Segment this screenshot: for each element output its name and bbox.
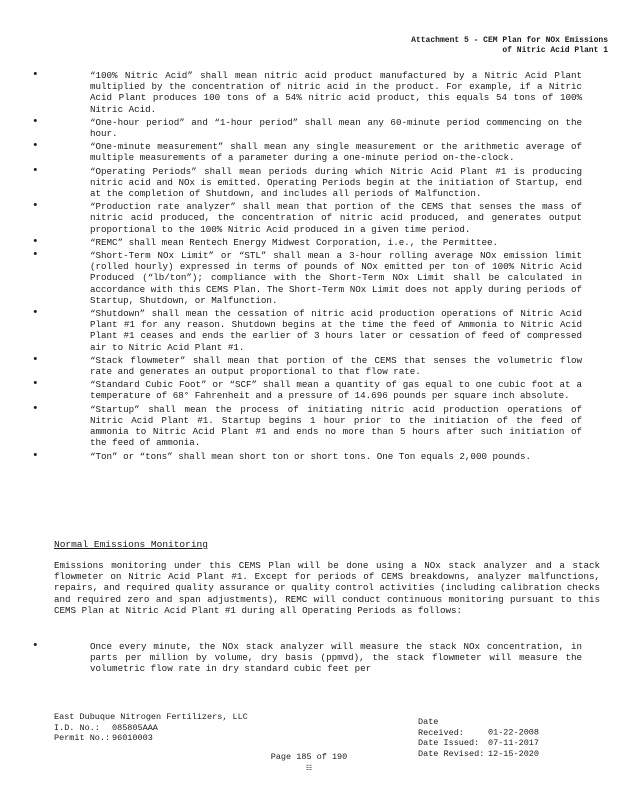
monitoring-paragraph: Emissions monitoring under this CEMS Plan will be done using a NOx stack analyzer and a stack flowmeter on Nitric Acid Plant #1. Except for periods of CEMS breakdowns, analyzer malfunctions, repairs, and required quality assurance or quality control activities (including calibration checks and required zero and span adjustments), REMC will conduct continuous monitoring pursuant to this CEMS Plan at Nitric Acid Plant #1 during all Operating Periods as follows: xyxy=(54,560,600,616)
revised-label: Date Revised: xyxy=(418,748,485,759)
header-line-1: Attachment 5 - CEM Plan for NOx Emissions xyxy=(411,36,608,45)
permit-value: 96010003 xyxy=(112,733,153,743)
monitoring-item xyxy=(32,640,582,675)
definition-text: “100% Nitric Acid” shall mean nitric acid product manufactured by a Nitric Acid Plant multiplied by the concentration of nitric acid in the product. For example, if a Nitric Acid Plant produces 100 tons of a 54% nitric acid product, this equals 54 tons of 100% Nitric Acid. xyxy=(90,70,582,115)
definition-item xyxy=(32,449,582,462)
definition-item xyxy=(32,353,582,378)
definition-item xyxy=(32,140,582,164)
issued-value: 07-11-2017 xyxy=(488,738,540,748)
id-label: I.D. No.: xyxy=(54,722,100,733)
issued-row xyxy=(418,738,539,749)
definition-text: “Stack flowmeter” shall mean that portion of the CEMS that senses the volumetric flow rate and generates an output proportional to that flow rate. xyxy=(90,354,582,378)
id-value: 085805AAA xyxy=(112,722,158,733)
definition-item xyxy=(32,200,582,235)
definition-text: “Ton” or “tons” shall mean short ton or short tons. One Ton equals 2,000 pounds. xyxy=(90,450,532,462)
definition-text: “One-hour period” and “1-hour period” shall mean any 60-minute period commencing on the hour. xyxy=(90,116,582,140)
company-name: East Dubuque Nitrogen Fertilizers, LLC xyxy=(54,712,248,722)
definition-text: “One-minute measurement” shall mean any single measurement or the arithmetic average of multiple measurements of a parameter during a one-minute period on-the-clock. xyxy=(90,141,582,164)
monitoring-text: Once every minute, the NOx stack analyzer will measure the stack NOx concentration, in parts per million by volume, dry basis (ppmvd), the stack flowmeter will measure the volumetric flow rate in dry standard cubic feet per xyxy=(90,641,582,675)
page-number: Page 185 of 190 xyxy=(270,752,348,762)
received-value: 01-22-2008 xyxy=(488,727,540,738)
bullet-icon: • xyxy=(32,449,39,462)
document-header xyxy=(348,36,608,56)
definition-text: “REMC” shall mean Rentech Energy Midwest Corporation, i.e., the Permittee. xyxy=(90,236,498,248)
definition-item xyxy=(32,402,582,449)
bullet-icon: • xyxy=(32,164,39,177)
page-mark-icon: ☷ xyxy=(305,765,313,773)
definition-item xyxy=(32,249,582,306)
permit-label: Permit No.: xyxy=(54,733,111,743)
definition-text: “Standard Cubic Foot” or “SCF” shall mean a quantity of gas equal to one cubic foot at a temperature of 68° Fahrenheit and a pressure of 14.696 pounds per square inch absolute. xyxy=(90,379,582,402)
definition-text: “Production rate analyzer” shall mean that portion of the CEMS that senses the mass of nitric acid produced, the concentration of nitric acid produced, and generates output proportional to the 100% Nitric Acid produced in a given time period. xyxy=(90,201,582,235)
bullet-icon: • xyxy=(32,200,39,213)
header-line-2: of Nitric Acid Plant 1 xyxy=(502,46,608,55)
definition-item xyxy=(32,378,582,402)
received-label: Date Received: xyxy=(418,717,464,738)
received-row xyxy=(418,717,539,738)
permit-row xyxy=(54,733,248,744)
definitions-list xyxy=(32,69,582,464)
bullet-icon: • xyxy=(32,249,39,262)
footer-facility xyxy=(54,712,248,744)
bullet-icon: • xyxy=(32,115,39,128)
bullet-icon: • xyxy=(32,402,39,415)
definition-item xyxy=(32,235,582,248)
definition-text: “Operating Periods” shall mean periods during which Nitric Acid Plant #1 is producing nitric acid and NOx is emitted. Operating Periods begin at the initiation of Startup, end at the completion of Shutdown, and includes all periods of Malfunction. xyxy=(90,165,582,200)
definition-text: “Short-Term NOx Limit” or “STL” shall mean a 3-hour rolling average NOx emission limit (rolled hourly) expressed in terms of pounds of NOx emitted per ton of 100% Nitric Acid Produced (“lb/ton”); compliance with the Short-Term NOx Limit shall be calculated in accordance with this CEMS Plan. The Short-Term NOx Limit does not apply during periods of Startup, Shutdown, or Malfunction. xyxy=(90,250,582,306)
revised-value: 12-15-2020 xyxy=(488,748,540,759)
section-title: Normal Emissions Monitoring xyxy=(54,539,208,550)
definition-text: “Startup” shall mean the process of initiating nitric acid production operations of Nitric Acid Plant #1. Startup begins 1 hour prior to the initiation of the feed of ammonia to Nitric Acid Plant #1 and ends no more than 5 hours after such initiation of the feed of ammonia. xyxy=(90,403,582,449)
bullet-icon: • xyxy=(32,307,39,320)
monitoring-list xyxy=(32,640,582,677)
bullet-icon: • xyxy=(32,640,39,652)
bullet-icon: • xyxy=(32,353,39,366)
definition-item xyxy=(32,115,582,140)
issued-label: Date Issued: xyxy=(418,738,480,748)
bullet-icon: • xyxy=(32,378,39,391)
definition-item xyxy=(32,69,582,115)
definition-text: “Shutdown” shall mean the cessation of nitric acid production operations of Nitric Acid Plant #1 for any reason. Shutdown begins at the time the feed of Ammonia to Nitric Acid Plant #1 ceases and ends the earlier of 3 hours later or cessation of feed of compressed air to Nitric Acid Plant #1. xyxy=(90,308,582,353)
bullet-icon: • xyxy=(32,69,39,81)
bullet-icon: • xyxy=(32,235,39,248)
bullet-icon: • xyxy=(32,140,39,153)
definition-item xyxy=(32,307,582,353)
id-row xyxy=(54,723,248,734)
definition-item xyxy=(32,164,582,200)
